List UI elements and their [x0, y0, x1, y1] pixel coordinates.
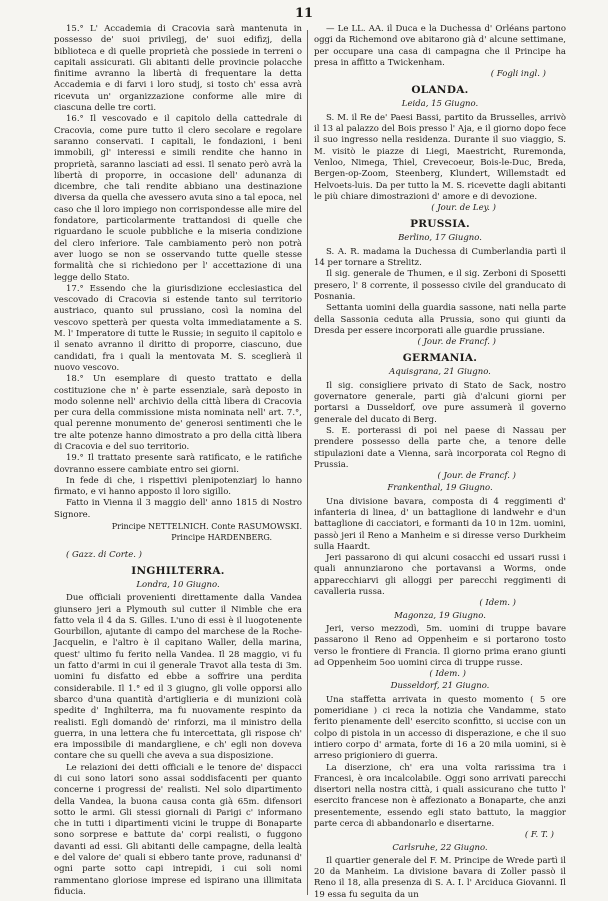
- frankenthal-paragraph-2: Jeri passarono di qui alcuni cosacchi ed ussari russi i quali annunziarono che portavansi a Worms, onde apparecchiarvi gli alloggi per parecchi reggimenti di cavalleria russa.: [314, 553, 566, 598]
- dusseldorf-paragraph-2: La diserzione, ch' era una volta rarissima tra i Francesi, è ora incalcolabile. Oggi sono arrivati parecchi disertori nella nostra città, i quali assicurano che tutto l' esercito francese non è affezionato a Bonaparte, che anzi presentemente, essendo egli stato battuto, la maggior parte cerca di abbandonarlo e disertarne.: [314, 762, 566, 829]
- page-number: 11: [294, 6, 314, 21]
- dusseldorf-paragraph-1: Una staffetta arrivata in questo momento ( 5 ore pomeridiane ) ci reca la notizia che Vandamme, stato ferito pienamente dell' esercito sconfitto, si uccise con un colpo di pistola in un accesso di disperazione, e che il suo intiero corpo d' armata, forte di 16 a 20 mila uomini, si è arreso prigioniero di guerra.: [314, 694, 566, 762]
- attestation: In fede di che, i rispettivi plenipotenziarj lo hanno firmato, e vi hanno apposto il loro sigillo.: [54, 475, 302, 498]
- column-divider: [307, 30, 308, 895]
- dateline-london: Londra, 10 Giugno.: [136, 579, 220, 590]
- article-19: 19.° Il trattato presente sarà ratificato, e le ratifiche dovranno essere cambiate entro sei giorni.: [54, 453, 302, 475]
- source-richmond: ( Fogli ingl. ): [490, 69, 546, 80]
- holland-paragraph: S. M. il Re de' Paesi Bassi, partito da Brusselles, arrivò il 13 al palazzo del Bois presso l' Aja, e il giorno dopo fece il suo ingresso nella residenza. Durante il suo viaggio, S. M. visitò le piazze di Liegi, Maestricht, Ruremonda, Venloo, Nimega, Thiel, Crevecoeur, Bois-le-Duc, Breda, Bergen-op-Zoom, Steenberg, Klundert, Willemstadt ed Helvoets-luis. Da per tutto la M. S. ricevette dagli abitanti le più chiare dimostrazioni d' amore e di devozione.: [314, 112, 566, 202]
- left-column: [54, 24, 302, 897]
- article-16: 16.° Il vescovado e il capitolo della cattedrale di Cracovia, come pure tutto il clero secolare e regolare saranno conservati. I capitali, le fondazioni, i beni immobili, gl' interessi e simili rendite che hanno in proprietà, saranno lasciati ad essi. Il senato però avrà la libertà di proporre, in occasione dell' adunanza di dicembre, che tali rendite abbiano una destinazione diversa da quella che avessero avuta sino a tal epoca, nel caso che il loro impiego non corrispondesse alle mire del fondatore, particolarmente trattandosi di quelle che riguardano le scuole pubbliche e la miseria condizione del clero inferiore. Tale cambiamento però non potrà aver luogo se non se osservando tutte quelle stesse formalità che si richiedono per l' accettazione di una legge dello Stato.: [54, 114, 302, 283]
- source-frankenthal: ( Idem. ): [479, 598, 516, 609]
- source-aachen: ( Jour. de Francf. ): [437, 471, 516, 482]
- right-column: [314, 24, 566, 900]
- prussia-paragraph-2: Il sig. generale de Thumen, e il sig. Zerboni di Sposetti presero, l' 8 corrente, il possesso civile del granducato di Posnania.: [314, 269, 566, 302]
- frankenthal-paragraph-1: Una divisione bavara, composta di 4 reggimenti d' infanteria di linea, d' un battaglione di landwehr e d'un battaglione di cacciatori, e formanti da 10 in 12m. uomini, passò jeri il Reno a Manheim e si diresse verso Durkheim sulla Haardt.: [314, 496, 566, 552]
- dateline-aachen: Aquisgrana, 21 Giugno.: [389, 367, 491, 378]
- treaty-date: Fatto in Vienna il 3 maggio dell' anno 1815 di Nostro Signore.: [54, 498, 302, 520]
- source-dusseldorf: ( F. T. ): [524, 830, 554, 841]
- source-citation: ( Gazz. di Corte. ): [66, 549, 142, 560]
- prussia-paragraph-1: S. A. R. madama la Duchessa di Cumberlandia partì il 14 per tornare a Strelitz.: [314, 246, 566, 269]
- source-mainz: ( Idem. ): [429, 669, 466, 680]
- dateline-karlsruhe: Carlsruhe, 22 Giugno.: [392, 842, 488, 853]
- section-heading-holland: OLANDA.: [411, 84, 469, 97]
- article-15: 15.° L' Accademia di Cracovia sarà mantenuta in possesso de' suoi privilegj, de' suoi edifizj, della biblioteca e di quelle proprietà che possiede in terreni o capitali assicurati. Gli abitanti delle provincie polacche finitime avranno la libertà di frequentare la detta Accademia e di farvi i loro studj, si tosto ch' essa avrà ricevuta un' organizzazione conforme alle mire di ciascuna delle tre corti.: [54, 24, 302, 114]
- karlsruhe-paragraph: Il quartier generale del F. M. Principe de Wrede partì il 20 da Manheim. La divisione bavara di Zoller passò il Reno il 18, alla presenza di S. A. I. l' Arciduca Giovanni. Il 19 essa fu seguita da un: [314, 855, 566, 900]
- signature-line-1: Principe NETTELNICH. Conte RASUMOWSKI.: [111, 522, 302, 532]
- section-heading-prussia: PRUSSIA.: [410, 218, 470, 231]
- article-18: 18.° Un esemplare di questo trattato e della costituzione che n' è parte essenziale, sarà deposto in modo solenne nell' archivio della città libera di Cracovia per cura della commissione mista nominata nell' art. 7.°, qual perenne monumento de' generosi sentimenti che le tre alte potenze hanno dimostrato a pro della città libera di Cracovia e del suo territorio.: [54, 374, 302, 452]
- dateline-frankenthal: Frankenthal, 19 Giugno.: [387, 483, 493, 494]
- richmond-paragraph: — Le LL. AA. il Duca e la Duchessa d' Orléans partono oggi da Richemond ove abitarono già d' alcune settimane, per occupare una casa di campagna che il Principe ha presa in affitto a Twickenham.: [314, 24, 566, 68]
- section-heading-england: INGHILTERRA.: [131, 564, 225, 577]
- mainz-paragraph: Jeri, verso mezzodì, 5m. uomini di truppe bavare passarono il Reno ad Oppenheim e si portarono tosto verso le frontiere di Francia. Il giorno prima erano giunti ad Oppenheim 5oo uomini circa di truppe russe.: [314, 623, 566, 668]
- england-paragraph-1: Due officiali provenienti direttamente dalla Vandea giunsero jeri a Plymouth sul cutter il Nimble che era fatto vela il 4 da S. Gilles. L'uno di essi è il luogotenente Gourbillon, ajutante di campo del marchese de la Roche-Jacquelin, e l'altro è il capitano Waller, della marina, quest' ultimo fu ferito nella Vandea. Il 28 maggio, vi fu un fatto d'armi in cui il generale Travot alla testa di 3m. uomini fu disfatto ed ebbe a soffrire una perdita considerabile. Il 1.° ed il 3 giugno, gli volle opporsi allo sbarco d'una quantità d'artiglieria e di munizioni colà spedite d' Inghilterra, ma fu nuovamente respinto da realisti. Egli domandò de' rinforzi, ma il ministro della guerra, in una lettera che fu intercettata, gli rispose ch' era impossibile di mandargliene, e ch' egli non doveva contare che su quelli che aveva a sua disposizione.: [54, 593, 302, 762]
- england-paragraph-2: Le relazioni dei detti officiali e le tenore de' dispacci di cui sono latori sono assai soddisfacenti per quanto concerne i progressi de' realisti. Nel solo dipartimento della Vandea, la buona causa conta già 65m. difensori sotto le armi. Gli stessi giornali di Parigi c' informano che in tutti i dipartimenti vicini le truppe di Bonaparte sono sorprese e battute da' corpi realisti, o fuggono davanti ad essi. Gli abitanti delle campagne, della lealtà e del valore de' quali si ebbero tante prove, radunansi d' ogni parte sotto capi intrepidi, i cui soli nomi rammentano gloriose imprese ed ispirano una illimitata fiducia.: [54, 762, 302, 897]
- aachen-paragraph-2: S. E. porterassi di poi nel paese di Nassau per prendere possesso della parte che, a tenore delle stipulazioni date a Vienna, sarà incorporata col Regno di Prussia.: [314, 425, 566, 470]
- dateline-dusseldorf: Dusseldorf, 21 Giugno.: [390, 681, 490, 692]
- article-17: 17.° Essendo che la giurisdizione ecclesiastica del vescovado di Cracovia si estende tanto sul territorio austriaco, quanto sul prussiano, così la nomina del vescovo spetterà per questa volta immediatamente a S. M. l' Imperatore di tutte le Russie; in seguito il capitolo e il senato avranno il diritto di proporre, ciascuno, due candidati, fra i quali la mentovata M. S. sceglierà il nuovo vescovo.: [54, 283, 302, 373]
- source-holland: ( Jour. de Ley. ): [431, 203, 496, 214]
- section-heading-germany: GERMANIA.: [402, 352, 478, 365]
- dateline-mainz: Magonza, 19 Giugno.: [394, 610, 486, 621]
- dateline-leida: Leida, 15 Giugno.: [401, 99, 479, 110]
- aachen-paragraph-1: Il sig. consigliere privato di Stato de Sack, nostro governatore generale, parti già d'alcuni giorni per portarsi a Dusseldorf, ove pure assumerà il governo generale del ducato di Berg.: [314, 380, 566, 425]
- signature-line-2: Principe HARDENBERG.: [171, 533, 272, 543]
- source-prussia: ( Jour. de Francf. ): [417, 337, 496, 348]
- dateline-berlin: Berlino, 17 Giugno.: [398, 233, 482, 244]
- prussia-paragraph-3: Settanta uomini della guardia sassone, nati nella parte della Sassonia ceduta alla Prussia, sono qui giunti da Dresda per essere incorporati alle guardie prussiane.: [314, 303, 566, 336]
